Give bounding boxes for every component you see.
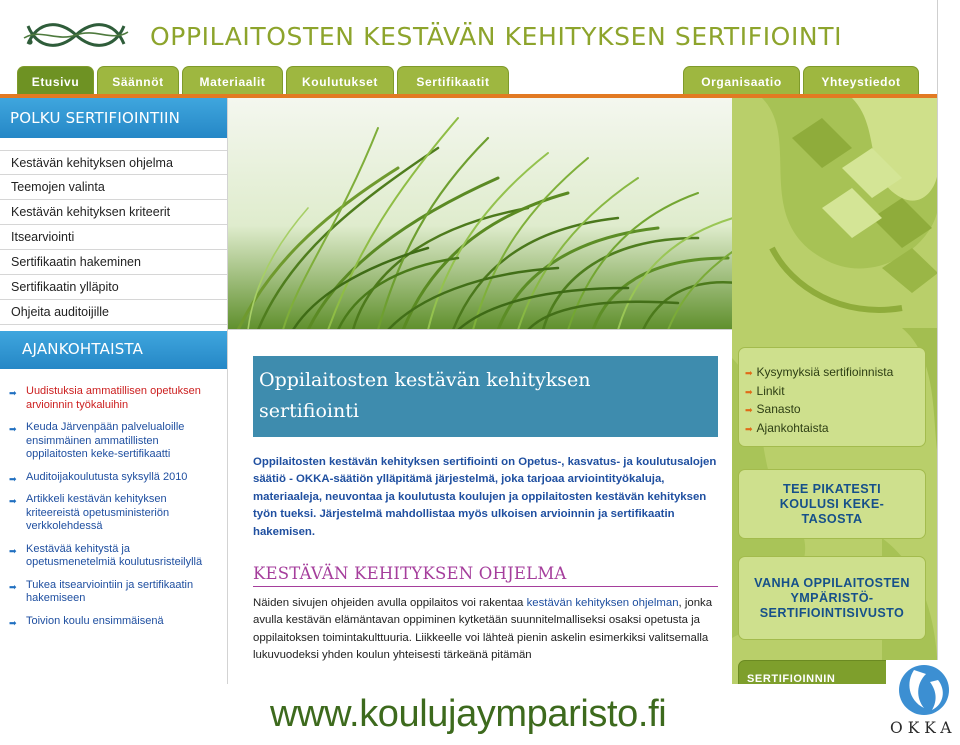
hero-grass-image: [228, 98, 738, 330]
news-item[interactable]: [8, 385, 221, 412]
sidebar-item-auditoijat[interactable]: Ohjeita auditoijille: [0, 300, 227, 325]
tab-sertifikaatit[interactable]: Sertifikaatit: [397, 66, 509, 96]
okka-drop-icon: [886, 660, 960, 720]
sidebar-item-teemat[interactable]: Teemojen valinta: [0, 175, 227, 200]
arrow-right-icon: ➡: [9, 496, 17, 506]
quick-link-label: Ajankohtaista: [756, 420, 829, 435]
arrow-right-icon: ➡: [9, 424, 17, 434]
body-text-rest: , jonka avulla kestävän elämäntavan oppiminen kytketään suunnitelmalliseksi osaksi opetusta ja oppilaitoksen toimintakulttuuria. Liikkeelle voi lähteä pienin askelin esimerkiksi valitsemalla lukuvuodeksi yhden koulun yhteisesti tärkeänä pitämän: [253, 597, 713, 662]
news-item-label: Auditoijakoulutusta syksyllä 2010: [26, 470, 188, 483]
news-item-label: Uudistuksia ammatillisen opetuksen arvioinnin työkaluihin: [26, 385, 201, 411]
news-item-label: Tukea itsearviointiin ja sertifikaatin hakemiseen: [26, 578, 194, 604]
body-paragraph: [253, 595, 721, 665]
sidebar-item-kriteerit[interactable]: Kestävän kehityksen kriteerit: [0, 200, 227, 225]
left-sidebar: [0, 98, 228, 684]
intro-paragraph: Oppilaitosten kestävän kehityksen sertifiointi on Opetus-, kasvatus- ja koulutusalojen säätiö - OKKA-säätiön ylläpitämä järjestelmä, joka tarjoaa arviointityökaluja, materiaaleja, neuvontaa ja koulutusta koulujen ja oppilaitosten kestävän kehityksen työn tueksi. Järjestelmä mahdollistaa myös ulkoisen arvioinnin ja sertifikaatin hakemisen.: [253, 456, 717, 538]
program-link[interactable]: kestävän kehityksen ohjelman: [526, 597, 679, 609]
old-site-button[interactable]: VANHA OPPILAITOSTEN YMPÄRISTÖ-SERTIFIOINTISIVUSTO: [738, 556, 926, 640]
arrow-right-icon: ➡: [745, 368, 753, 378]
news-item[interactable]: [8, 493, 221, 534]
site-url: www.koulujaymparisto.fi: [270, 693, 667, 735]
quick-link[interactable]: [745, 420, 925, 439]
page-title-line1: Oppilaitosten kestävän kehityksen: [259, 369, 591, 391]
arrow-right-icon: ➡: [745, 386, 753, 397]
quick-link[interactable]: [745, 364, 925, 383]
main-nav-tabs: [0, 66, 938, 96]
arrow-right-icon: ➡: [9, 388, 17, 398]
news-heading: AJANKOHTAISTA: [0, 331, 227, 369]
quick-link[interactable]: [745, 383, 925, 402]
section-heading: KESTÄVÄN KEHITYKSEN OHJELMA: [253, 564, 718, 587]
sidebar-item-hakeminen[interactable]: Sertifikaatin hakeminen: [0, 250, 227, 275]
news-list: [0, 369, 227, 628]
tab-materiaalit[interactable]: Materiaalit: [182, 66, 283, 96]
news-item[interactable]: [8, 421, 221, 462]
page-title-box: [253, 356, 718, 437]
arrow-right-icon: ➡: [9, 545, 17, 556]
quick-links-box: [738, 347, 926, 447]
arrow-right-icon: ➡: [745, 423, 753, 434]
sidebar-item-yllapito[interactable]: Sertifikaatin ylläpito: [0, 275, 227, 300]
arrow-right-icon: ➡: [9, 473, 17, 484]
infinity-logo-icon[interactable]: [20, 14, 132, 56]
sidebar-item-ohjelma[interactable]: Kestävän kehityksen ohjelma: [0, 150, 227, 175]
sidebar-item-itsearviointi[interactable]: Itsearviointi: [0, 225, 227, 250]
right-column: [732, 98, 938, 684]
path-nav: [0, 150, 227, 325]
arrow-right-icon: ➡: [745, 405, 753, 416]
news-item-label: Artikkeli kestävän kehityksen kriteereistä opetusministeriön verkkolehdessä: [26, 493, 170, 532]
tab-etusivu[interactable]: Etusivu: [17, 66, 94, 96]
grass-illustration: [228, 98, 738, 330]
body-text-start: Näiden sivujen ohjeiden avulla oppilaitos voi rakentaa: [253, 597, 527, 609]
quick-link-label: Linkit: [756, 383, 785, 398]
site-header: [0, 0, 938, 66]
quick-link[interactable]: [745, 401, 925, 420]
path-heading: POLKU SERTIFIOINTIIN: [0, 98, 227, 138]
main-content: [228, 330, 738, 684]
news-item[interactable]: [8, 471, 221, 485]
arrow-right-icon: ➡: [9, 581, 17, 592]
okka-wordmark: OKKA: [890, 719, 957, 737]
news-item-label: Kestävää kehitystä ja opetusmenetelmiä koulutusristeilyllä: [26, 542, 203, 568]
news-item[interactable]: [8, 579, 221, 606]
quick-test-button[interactable]: TEE PIKATESTI KOULUSI KEKE-TASOSTA: [738, 469, 926, 539]
certification-box[interactable]: SERTIFIOINNIN: [738, 660, 926, 684]
tab-saannot[interactable]: Säännöt: [97, 66, 179, 96]
news-item[interactable]: [8, 615, 221, 629]
tab-koulutukset[interactable]: Koulutukset: [286, 66, 394, 96]
tab-organisaatio[interactable]: Organisaatio: [683, 66, 800, 96]
quick-link-label: Sanasto: [756, 402, 801, 417]
news-item[interactable]: [8, 543, 221, 570]
quick-link-label: Kysymyksiä sertifioinnista: [756, 365, 894, 379]
page-title-line2: sertifiointi: [259, 400, 359, 422]
site-title: OPPILAITOSTEN KESTÄVÄN KEHITYKSEN SERTIFIOINTI: [150, 22, 843, 51]
news-item-label: Toivion koulu ensimmäisenä: [26, 614, 164, 627]
tab-yhteystiedot[interactable]: Yhteystiedot: [803, 66, 919, 96]
news-item-label: Keuda Järvenpään palvelualoille ensimmäinen ammatillisten oppilaitosten keke-sertifikaatti: [26, 421, 185, 460]
arrow-right-icon: ➡: [9, 617, 17, 628]
